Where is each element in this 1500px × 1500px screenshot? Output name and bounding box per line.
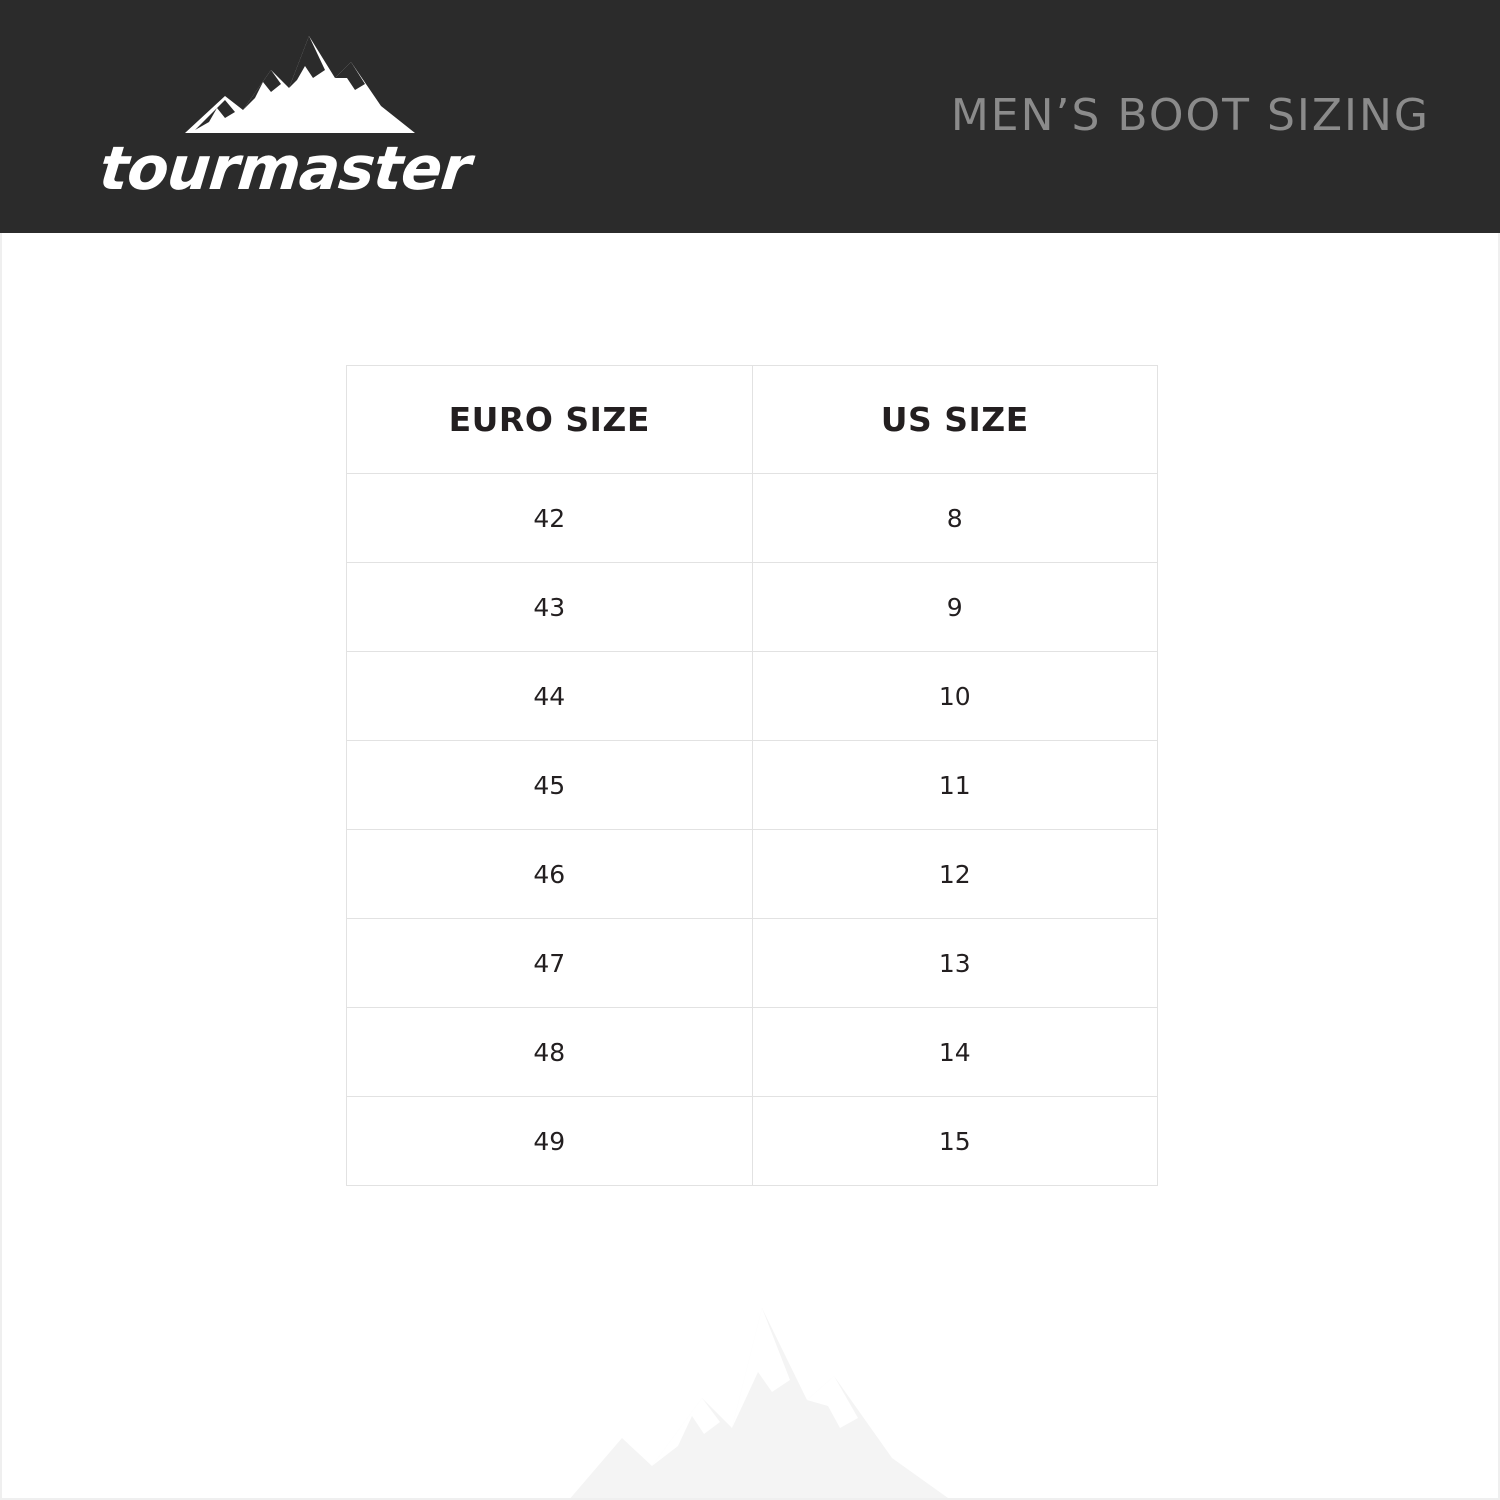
cell-us-size: 15 <box>752 1097 1158 1186</box>
cell-euro-size: 43 <box>347 563 753 652</box>
table-row <box>347 1008 1158 1097</box>
cell-us-size: 14 <box>752 1008 1158 1097</box>
cell-us-size: 11 <box>752 741 1158 830</box>
cell-euro-size: 48 <box>347 1008 753 1097</box>
table-row <box>347 830 1158 919</box>
brand-wordmark: tourmaster <box>96 134 474 204</box>
column-header-euro-size: EURO SIZE <box>347 366 753 474</box>
table-header-row <box>347 366 1158 474</box>
cell-us-size: 12 <box>752 830 1158 919</box>
table-row <box>347 563 1158 652</box>
table-row <box>347 652 1158 741</box>
cell-euro-size: 46 <box>347 830 753 919</box>
column-header-us-size: US SIZE <box>752 366 1158 474</box>
cell-euro-size: 44 <box>347 652 753 741</box>
cell-us-size: 8 <box>752 474 1158 563</box>
brand-logo <box>96 18 520 213</box>
mountain-logo-icon <box>185 18 415 133</box>
cell-euro-size: 45 <box>347 741 753 830</box>
table-row <box>347 1097 1158 1186</box>
cell-us-size: 13 <box>752 919 1158 1008</box>
mountain-watermark-icon <box>562 1288 962 1500</box>
cell-us-size: 10 <box>752 652 1158 741</box>
table-row <box>347 919 1158 1008</box>
page-header <box>0 0 1500 233</box>
boot-size-table <box>346 365 1158 1186</box>
cell-euro-size: 47 <box>347 919 753 1008</box>
table-row <box>347 741 1158 830</box>
table-row <box>347 474 1158 563</box>
cell-euro-size: 42 <box>347 474 753 563</box>
cell-euro-size: 49 <box>347 1097 753 1186</box>
cell-us-size: 9 <box>752 563 1158 652</box>
page-body <box>0 233 1500 1500</box>
page-title: MEN’S BOOT SIZING <box>950 90 1430 141</box>
